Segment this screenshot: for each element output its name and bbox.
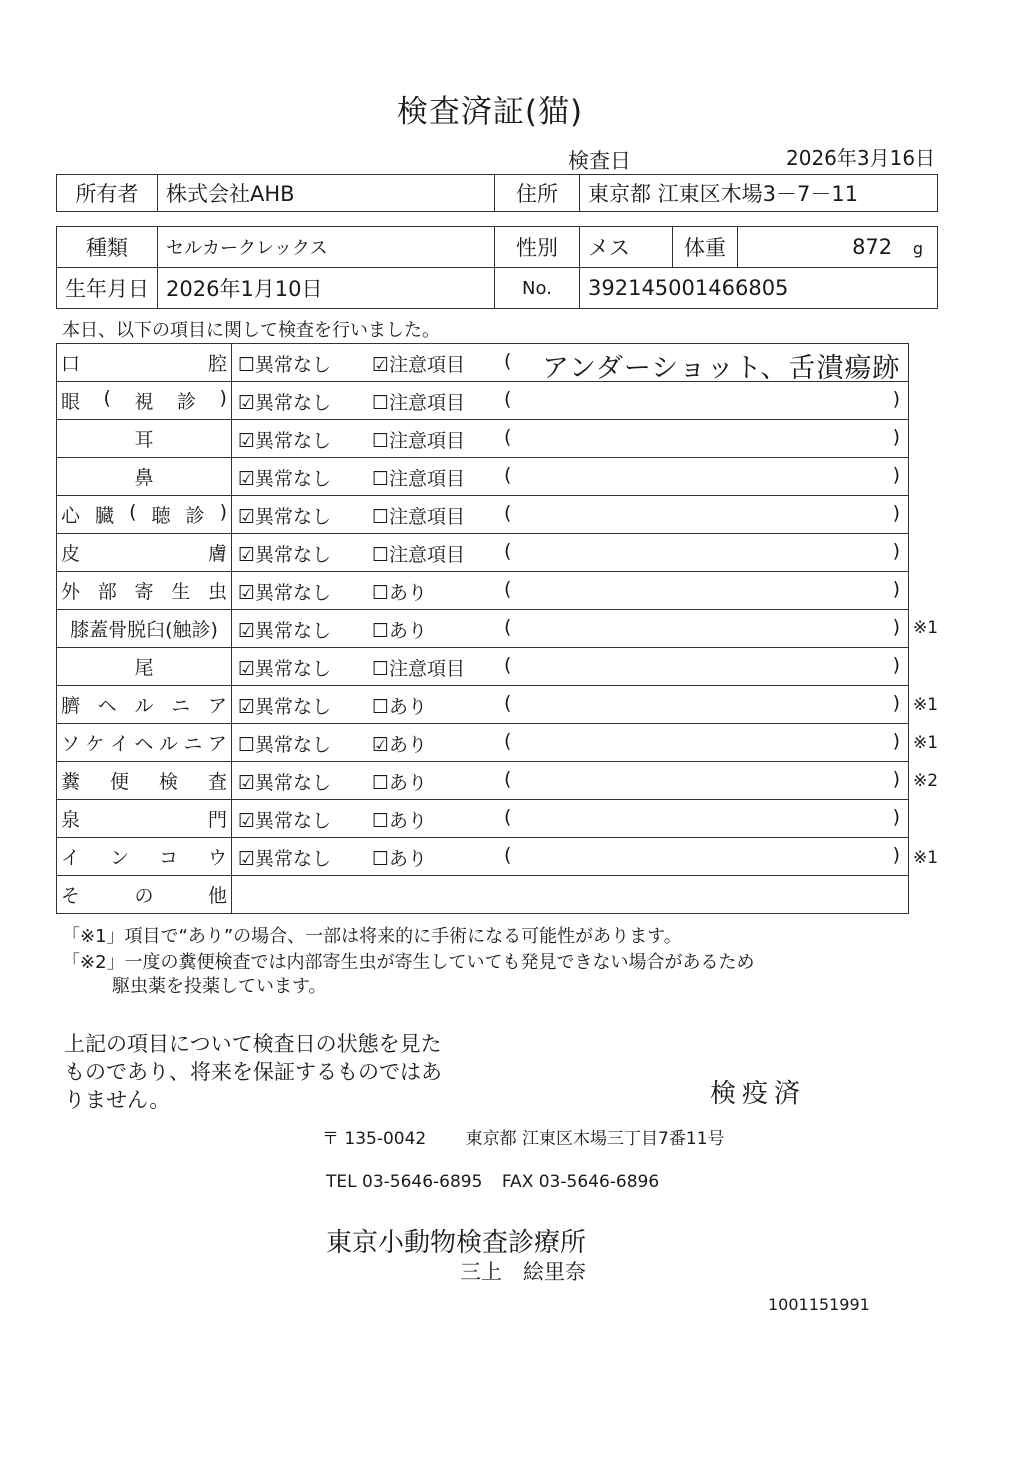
certificate-number: 1001151991: [768, 1295, 870, 1314]
exam-item-char: 聴: [151, 505, 171, 527]
option-label: 注意項目: [389, 430, 466, 452]
exam-row: [57, 724, 909, 762]
exam-item-char: イ: [109, 733, 129, 755]
animal-table: [56, 226, 938, 309]
attention-option[interactable]: [372, 806, 427, 833]
attention-option[interactable]: [372, 578, 427, 605]
paren-open: (: [504, 350, 512, 372]
paren-open: (: [504, 768, 512, 790]
exam-item-name-spread: [61, 387, 227, 414]
address-value: 東京都 江東区木場3－7－11: [580, 175, 938, 212]
exam-item-char: ): [219, 387, 227, 409]
exam-item-name: [57, 382, 232, 420]
vet-name: 三上 絵里奈: [460, 1260, 586, 1284]
option-label: あり: [389, 582, 428, 604]
exam-item-name: [57, 572, 232, 610]
exam-row: [57, 572, 909, 610]
paren-close: ): [892, 654, 900, 676]
paren-open: (: [504, 464, 512, 486]
exam-item-char: 眼: [61, 391, 81, 413]
attention-option[interactable]: [372, 426, 465, 453]
paren-open: (: [504, 844, 512, 866]
exam-item-name-spread: [61, 349, 227, 376]
exam-item-char: 膚: [207, 543, 227, 565]
paren-close: ): [892, 844, 900, 866]
exam-item-char: 虫: [207, 581, 227, 603]
exam-item-name-spread: [61, 539, 227, 566]
exam-item-result: [232, 458, 909, 496]
exam-item-char: 部: [97, 581, 117, 603]
attention-option[interactable]: [372, 730, 427, 757]
paren-close: ): [892, 388, 900, 410]
option-label: 注意項目: [389, 392, 466, 414]
checked-box-icon[interactable]: ☑: [238, 430, 256, 452]
option-label: 異常なし: [255, 734, 332, 756]
footnote-mark: ※1: [913, 847, 939, 868]
checked-box-icon[interactable]: ☑: [238, 582, 256, 604]
exam-item-name: 膝蓋骨脱臼(触診): [57, 610, 232, 648]
normal-option[interactable]: [238, 388, 331, 415]
exam-item-char: (: [129, 501, 137, 523]
exam-item-result: [232, 534, 909, 572]
paren-open: (: [504, 616, 512, 638]
normal-option[interactable]: [238, 350, 331, 377]
exam-item-char: 他: [207, 885, 227, 907]
paren-open: (: [504, 426, 512, 448]
checkbox-icon[interactable]: ☐: [238, 734, 256, 756]
exam-table: [56, 343, 909, 914]
option-label: 異常なし: [255, 468, 332, 490]
attention-option[interactable]: [372, 654, 465, 681]
owner-label: 所有者: [57, 175, 158, 212]
checked-box-icon[interactable]: ☑: [372, 354, 390, 376]
exam-item-char: 泉: [61, 809, 81, 831]
option-label: 注意項目: [389, 658, 466, 680]
exam-item-char: (: [103, 387, 111, 409]
weight-unit: g: [912, 239, 923, 258]
handwritten-note: アンダーショット、舌潰瘍跡: [542, 353, 901, 384]
exam-item-name-spread: [61, 729, 227, 756]
paren-open: (: [504, 654, 512, 676]
exam-item-name-spread: [61, 767, 227, 794]
paren-open: (: [504, 502, 512, 524]
checkbox-icon[interactable]: ☐: [372, 848, 390, 870]
exam-item-char: 糞: [61, 771, 81, 793]
option-label: 異常なし: [255, 430, 332, 452]
checked-box-icon[interactable]: ☑: [238, 772, 256, 794]
exam-item-char: 査: [207, 771, 227, 793]
other-notes[interactable]: [232, 876, 909, 914]
normal-option[interactable]: [238, 844, 331, 871]
exam-item-name: 耳: [57, 420, 232, 458]
checkbox-icon[interactable]: ☐: [372, 392, 390, 414]
checkbox-icon[interactable]: ☐: [372, 544, 390, 566]
checked-box-icon[interactable]: ☑: [238, 658, 256, 680]
paren-open: (: [504, 730, 512, 752]
exam-item-name-spread: [61, 805, 227, 832]
option-label: 異常なし: [255, 696, 332, 718]
checked-box-icon[interactable]: ☑: [238, 468, 256, 490]
exam-item-name-spread: [61, 843, 227, 870]
option-label: 注意項目: [389, 506, 466, 528]
clinic-address-line: [322, 1124, 725, 1149]
exam-item-char: 腔: [207, 353, 227, 375]
exam-row: [57, 838, 909, 876]
exam-item-char: ア: [207, 695, 227, 717]
exam-item-char: 臍: [61, 695, 81, 717]
checked-box-icon[interactable]: ☑: [238, 620, 256, 642]
exam-item-char: ニ: [183, 733, 203, 755]
exam-item-name: [57, 534, 232, 572]
quarantine-stamp: 検疫済: [710, 1079, 807, 1109]
inspection-date-label: 検査日: [568, 149, 631, 173]
exam-item-char: コ: [158, 847, 178, 869]
attention-option[interactable]: [372, 540, 465, 567]
checkbox-icon[interactable]: ☐: [372, 620, 390, 642]
statement: 上記の項目について検査日の状態を見たものであり、将来を保証するものではありません。: [64, 1032, 442, 1112]
breed-value: セルカークレックス: [158, 227, 495, 268]
paren-open: (: [504, 692, 512, 714]
paren-open: (: [504, 540, 512, 562]
checked-box-icon[interactable]: ☑: [238, 696, 256, 718]
checkbox-icon[interactable]: ☐: [238, 354, 256, 376]
option-label: 注意項目: [389, 354, 466, 376]
exam-item-result: [232, 572, 909, 610]
footnote-2-cont: 駆虫薬を投薬しています。: [112, 976, 327, 997]
attention-option[interactable]: [372, 388, 465, 415]
checkbox-icon[interactable]: ☐: [372, 810, 390, 832]
option-label: あり: [389, 734, 428, 756]
exam-item-result: [232, 762, 909, 800]
exam-row: [57, 800, 909, 838]
exam-item-char: 生: [171, 581, 191, 603]
option-label: 異常なし: [255, 544, 332, 566]
checkbox-icon[interactable]: ☐: [372, 468, 390, 490]
exam-row: [57, 496, 909, 534]
footnote-mark: ※1: [913, 733, 939, 753]
exam-row: [57, 382, 909, 420]
exam-item-result: [232, 420, 909, 458]
paren-open: (: [504, 806, 512, 828]
exam-item-char: 皮: [61, 543, 81, 565]
weight-cell: [738, 227, 938, 268]
exam-row-other: [57, 876, 909, 914]
weight-label: 体重: [673, 227, 738, 268]
clinic-tel: TEL 03-5646-6895: [326, 1172, 483, 1192]
paren-close: ): [892, 464, 900, 486]
checkbox-icon[interactable]: ☐: [372, 696, 390, 718]
paren-close: ): [892, 616, 900, 638]
checkbox-icon[interactable]: ☐: [372, 658, 390, 680]
exam-item-result: [232, 724, 909, 762]
normal-option[interactable]: [238, 692, 331, 719]
footnote-1: 「※1」項目で“あり”の場合、一部は将来的に手術になる可能性があります。: [62, 926, 682, 947]
option-label: 異常なし: [255, 658, 332, 680]
postal-code: 〒 135-0042: [322, 1129, 427, 1149]
exam-item-name: 鼻: [57, 458, 232, 496]
exam-item-char: ヘ: [134, 733, 154, 755]
exam-item-name: [57, 838, 232, 876]
sex-label: 性別: [495, 227, 580, 268]
option-label: 注意項目: [389, 544, 466, 566]
exam-item-char: 外: [61, 581, 81, 603]
exam-item-char: ケ: [85, 733, 105, 755]
paren-open: (: [504, 388, 512, 410]
owner-value: 株式会社AHB: [158, 175, 495, 212]
checked-box-icon[interactable]: ☑: [238, 848, 256, 870]
normal-option[interactable]: [238, 806, 331, 833]
exam-item-char: 検: [158, 771, 178, 793]
attention-option[interactable]: [372, 616, 427, 643]
intro-text: 本日、以下の項目に関して検査を行いました。: [62, 320, 440, 341]
exam-item-result: [232, 382, 909, 420]
exam-row: [57, 686, 909, 724]
exam-item-char: 寄: [134, 581, 154, 603]
option-label: 異常なし: [255, 848, 332, 870]
dob-value: 2026年1月10日: [158, 268, 495, 309]
option-label: あり: [389, 810, 428, 832]
document-title: 検査済証(猫): [396, 94, 584, 130]
footnote-mark: ※1: [913, 618, 939, 639]
exam-item-name: [57, 496, 232, 534]
exam-item-char: ヘ: [97, 695, 117, 717]
exam-row: [57, 610, 909, 648]
exam-item-char: の: [134, 885, 154, 907]
paren-close: ): [892, 540, 900, 562]
exam-row: [57, 648, 909, 686]
exam-item-name: [57, 762, 232, 800]
exam-item-char: 心: [61, 505, 81, 527]
exam-item-char: 便: [109, 771, 129, 793]
exam-item-char: ソ: [61, 733, 81, 755]
no-value: 392145001466805: [580, 268, 938, 309]
exam-item-result: [232, 838, 909, 876]
paren-close: ): [892, 692, 900, 714]
normal-option[interactable]: [238, 578, 331, 605]
exam-item-char: ウ: [207, 847, 227, 869]
paren-close: ): [892, 768, 900, 790]
checkbox-icon[interactable]: ☐: [372, 582, 390, 604]
address-label: 住所: [495, 175, 580, 212]
exam-item-char: 門: [207, 809, 227, 831]
exam-item-name-spread: [61, 881, 227, 908]
paren-close: ): [892, 502, 900, 524]
footnote-mark: ※1: [913, 694, 939, 715]
normal-option[interactable]: [238, 730, 331, 757]
sex-value: メス: [580, 227, 673, 268]
exam-item-char: ア: [207, 733, 227, 755]
option-label: あり: [389, 620, 428, 642]
weight-value: 872: [852, 235, 893, 259]
exam-item-char: 診: [177, 391, 197, 413]
clinic-name: 東京小動物検査診療所: [326, 1228, 587, 1258]
option-label: 注意項目: [389, 468, 466, 490]
clinic-fax: FAX 03-5646-6896: [501, 1172, 660, 1192]
exam-item-name: [57, 876, 232, 914]
exam-item-char: 診: [185, 505, 205, 527]
breed-label: 種類: [57, 227, 158, 268]
exam-item-name: [57, 724, 232, 762]
exam-item-result: [232, 344, 909, 382]
option-label: 異常なし: [255, 772, 332, 794]
checked-box-icon[interactable]: ☑: [238, 506, 256, 528]
exam-item-char: そ: [61, 885, 81, 907]
option-label: 異常なし: [255, 582, 332, 604]
option-label: 異常なし: [255, 392, 332, 414]
checked-box-icon[interactable]: ☑: [238, 392, 256, 414]
exam-item-name-spread: [61, 691, 227, 718]
normal-option[interactable]: [238, 502, 331, 529]
normal-option[interactable]: [238, 464, 331, 491]
normal-option[interactable]: [238, 654, 331, 681]
exam-item-result: [232, 648, 909, 686]
paren-close: ): [892, 578, 900, 600]
option-label: あり: [389, 848, 428, 870]
attention-option[interactable]: [372, 768, 427, 795]
checkbox-icon[interactable]: ☐: [372, 506, 390, 528]
exam-row: [57, 420, 909, 458]
exam-item-char: ): [219, 501, 227, 523]
exam-row: [57, 762, 909, 800]
exam-row: [57, 344, 909, 382]
exam-item-char: イ: [61, 847, 81, 869]
exam-row: [57, 534, 909, 572]
attention-option[interactable]: [372, 464, 465, 491]
option-label: あり: [389, 772, 428, 794]
footnote-mark: ※2: [913, 771, 939, 792]
checked-box-icon[interactable]: ☑: [372, 734, 390, 756]
attention-option[interactable]: [372, 692, 427, 719]
exam-item-result: [232, 686, 909, 724]
option-label: 異常なし: [255, 620, 332, 642]
exam-item-name: [57, 800, 232, 838]
paren-open: (: [504, 578, 512, 600]
exam-item-result: [232, 496, 909, 534]
exam-item-name-spread: [61, 577, 227, 604]
footnote-2: 「※2」一度の糞便検査では内部寄生虫が寄生していても発見できない場合があるため: [62, 952, 755, 973]
option-label: 異常なし: [255, 810, 332, 832]
checked-box-icon[interactable]: ☑: [238, 544, 256, 566]
option-label: あり: [389, 696, 428, 718]
exam-row: [57, 458, 909, 496]
exam-item-result: [232, 610, 909, 648]
exam-item-char: ニ: [171, 695, 191, 717]
exam-item-name: [57, 344, 232, 382]
exam-item-char: 臓: [95, 505, 115, 527]
exam-item-char: 視: [134, 391, 154, 413]
option-label: 異常なし: [255, 354, 332, 376]
exam-item-result: [232, 800, 909, 838]
exam-item-name: [57, 686, 232, 724]
exam-item-char: ン: [109, 847, 129, 869]
normal-option[interactable]: [238, 426, 331, 453]
inspection-date: 2026年3月16日: [786, 146, 936, 170]
exam-item-name-spread: [61, 501, 227, 528]
exam-item-char: ル: [134, 695, 154, 717]
paren-close: ): [892, 730, 900, 752]
clinic-address: 東京都 江東区木場三丁目7番11号: [465, 1129, 725, 1149]
clinic-contact-line: [326, 1172, 659, 1192]
owner-table: [56, 174, 938, 212]
attention-option[interactable]: [372, 844, 427, 871]
exam-item-name: 尾: [57, 648, 232, 686]
dob-label: 生年月日: [57, 268, 158, 309]
normal-option[interactable]: [238, 540, 331, 567]
exam-item-char: ル: [158, 733, 178, 755]
checked-box-icon[interactable]: ☑: [238, 810, 256, 832]
normal-option[interactable]: [238, 768, 331, 795]
normal-option[interactable]: [238, 616, 331, 643]
paren-close: ): [892, 806, 900, 828]
attention-option[interactable]: [372, 502, 465, 529]
attention-option[interactable]: [372, 350, 465, 377]
paren-close: ): [892, 426, 900, 448]
no-label: No.: [495, 268, 580, 309]
exam-item-char: 口: [61, 353, 81, 375]
checkbox-icon[interactable]: ☐: [372, 430, 390, 452]
checkbox-icon[interactable]: ☐: [372, 772, 390, 794]
option-label: 異常なし: [255, 506, 332, 528]
